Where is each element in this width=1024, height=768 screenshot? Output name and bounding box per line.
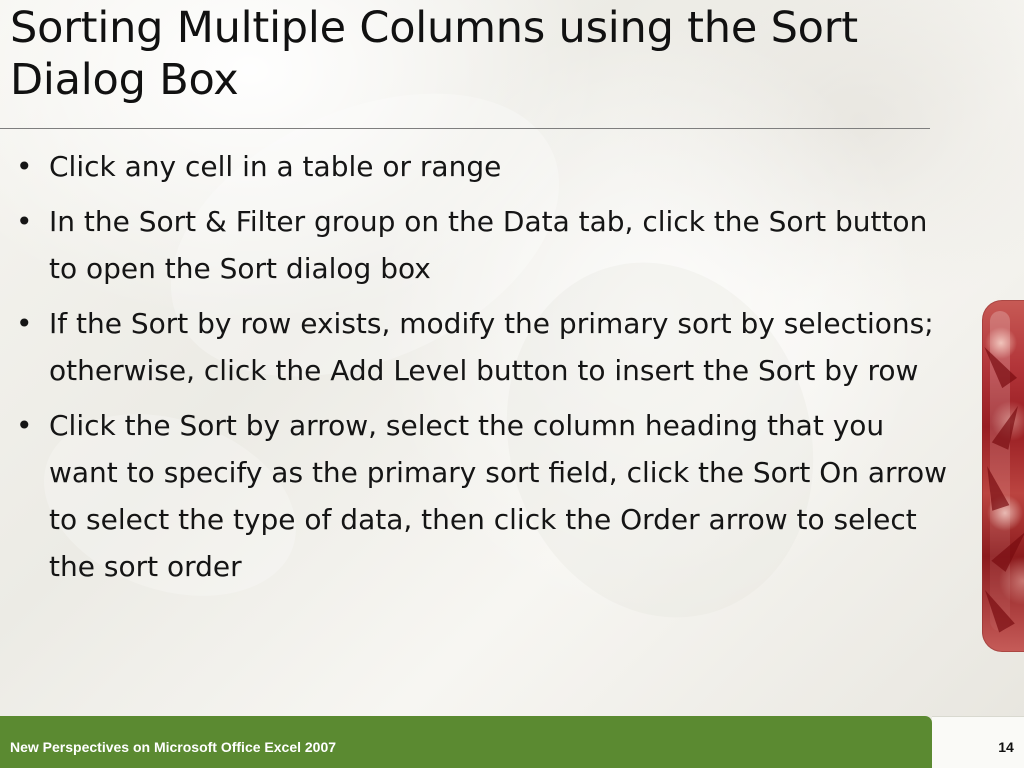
red-flower-side-photo [982,300,1024,652]
bullet-list [10,143,960,598]
title-divider [0,128,930,129]
footer-title: New Perspectives on Microsoft Office Excel 2007 [10,739,337,755]
bullet-item-3: • If the Sort by row exists, modify the primary sort by selections; otherwise, click the Add Level button to insert the Sort by row [10,300,960,394]
page-number: 14 [998,739,1014,755]
bullet-item-1: • Click any cell in a table or range [10,143,960,190]
bullet-item-4: • Click the Sort by arrow, select the column heading that you want to specify as the primary sort field, click the Sort On arrow to select the type of data, then click the Order arrow to select the sort order [10,402,960,590]
slide-title: Sorting Multiple Columns using the Sort Dialog Box [10,3,858,105]
bullet-item-2: • In the Sort & Filter group on the Data tab, click the Sort button to open the Sort dialog box [10,198,960,292]
